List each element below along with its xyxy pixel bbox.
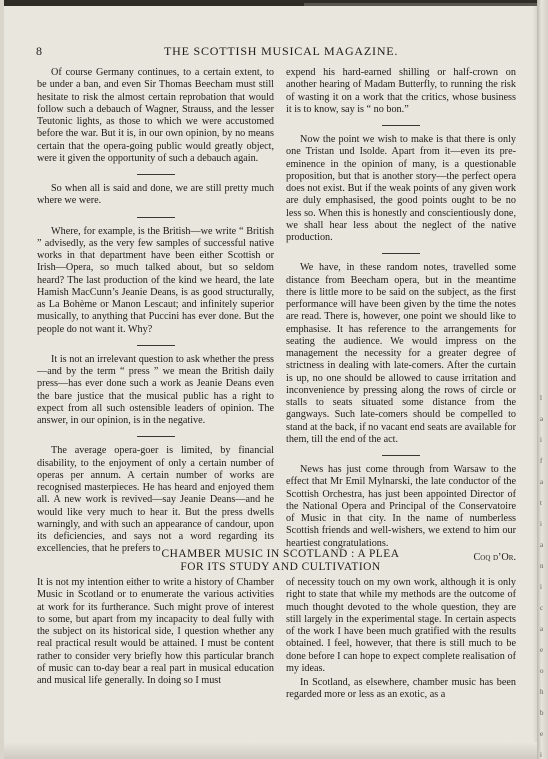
paragraph: It is not my intention either to write a history of Chamber Music in Scotland or to enumerate the various activities at work for its furtherance. Such might prove of interest to some, but apart from my incapacity to deal fully with the subject on its historical side, I question whether any real practical result would be attained. I must be content rather to consider very briefly how this particular branch of music can to-day bear a real part in musical education and musical life generally. In doing so I must	[37, 577, 274, 686]
divider	[382, 455, 420, 456]
divider	[137, 174, 175, 175]
margin-fragment: h	[540, 688, 544, 696]
paragraph: Now the point we wish to make is that there is only one Tristan und Isolde. Apart from it—even its pre-eminence in the opinion of many, is a questionable proposition, but that is another story—the perfect opera does not exist. But if the weak points of any given work are duly emphasised, the good points ought to be no less so. When this is honestly and conscientiously done, we shall hear less about the neglect of the native production.	[286, 134, 516, 243]
margin-fragment: a	[540, 415, 544, 423]
margin-fragment: a	[540, 478, 544, 486]
adjacent-page-edge	[537, 0, 548, 759]
margin-fragment: c	[540, 604, 544, 612]
paragraph: Of course Germany continues, to a certain extent, to be under a ban, and even Sir Thomas Beecham must still hesitate to risk the almost certain reprobation that would follow such a debauch of Wagner, Strauss, and the lesser Teutonic lights, as those to which we were accustomed before the war. But it is, in our own opinion, by no means certain that the opera-going public would greatly object, were it given the opportunity of such a debauch again.	[37, 67, 274, 164]
paragraph: So when all is said and done, we are still pretty much where we were.	[37, 183, 274, 207]
margin-fragment: a	[540, 625, 544, 633]
margin-fragment: i	[540, 520, 542, 528]
paragraph: News has just come through from Warsaw to the effect that Mr Emil Mylnarski, the late conductor of the Scottish Orchestra, has just been appointed Director of the National Opera and Principal of the Conservatoire of Music in that city. In the name of numberless Scottish friends and well-wishers, we extend to him our heartiest congratulations.	[286, 464, 516, 549]
signature: Coq d’Or.	[473, 551, 516, 563]
paragraph: In Scotland, as elsewhere, chamber music has been regarded more or less as an exotic, as a	[286, 677, 516, 701]
right-column	[286, 67, 516, 564]
divider	[137, 436, 175, 437]
divider	[137, 345, 175, 346]
page-bottom-shadow	[4, 742, 537, 759]
paragraph: of necessity touch on my own work, although it is only right to state that while my methods are the outcome of much thought devoted to the whole question, they are still largely in the experimental stage. In certain aspects of the work I have been much gratified with the results obtained. I feel, however, that there is still much to be done before I can hope to expect complete realisation of my ideas.	[286, 577, 516, 674]
margin-fragment: t	[540, 499, 542, 507]
divider	[137, 217, 175, 218]
magazine-page	[4, 0, 537, 759]
margin-fragment: f	[540, 457, 543, 465]
margin-fragment: e	[540, 646, 544, 654]
paragraph: expend his hard-earned shilling or half-crown on another hearing of Madam Butterfly, to running the risk of wasting it on a work that the critics, whose business it is to know, say is “ no bon.”	[286, 67, 516, 115]
article-left-column	[37, 577, 274, 696]
margin-fragment: b	[540, 709, 544, 717]
margin-fragment: i	[540, 583, 542, 591]
running-header: THE SCOTTISH MUSICAL MAGAZINE.	[164, 44, 399, 58]
margin-fragment: l	[540, 394, 542, 402]
margin-fragment: o	[540, 667, 544, 675]
article-title-line-2: FOR ITS STUDY AND CULTIVATION	[180, 561, 381, 573]
divider	[382, 125, 420, 126]
margin-fragment: e	[540, 730, 544, 738]
paragraph: It is not an irrelevant question to ask whether the press—and by the term “ press ” we mean the British daily press—has ever done such a work as Jeanie Deans even the bare justice that the musical public has a right to expect from all such ostensible leaders of opinion. The answer, in our opinion, is in the negative.	[37, 353, 274, 426]
margin-fragment: i	[540, 751, 542, 759]
top-border-accent	[304, 3, 537, 6]
article-title-line-1: CHAMBER MUSIC IN SCOTLAND : A PLEA	[161, 548, 400, 560]
margin-fragment: n	[540, 562, 544, 570]
margin-fragment: i	[540, 436, 542, 444]
paragraph: The average opera-goer is limited, by financial disability, to the enjoyment of only a certain number of operas per annum. A certain number of works are recognised masterpieces. He has heard and enjoyed them all. A new work is revived—say Jeanie Deans—and he would like very much to hear it. But the press dwells warningly, and with such an appearance of candour, upon its deficiencies, and says not a word regarding its excellencies, that he prefers to	[37, 445, 274, 555]
margin-fragment: a	[540, 541, 544, 549]
divider	[382, 253, 420, 254]
page-number: 8	[36, 44, 42, 58]
paragraph: We have, in these random notes, travelled some distance from Beecham opera, but in the meantime there is little more to be said on the subject, as the first performance will have been given by the time the notes are read. There is, however, one point we should like to emphasise. It has reference to the arrangements for seating the audience. We would impress on the management the necessity for a greater degree of strictness in dealing with late-comers. After the curtain is up, no one should be allowed to cause irritation and inconvenience by pressing along the rows of circle or stalls to seats situated some distance from the gangways. Such late-comers should be compelled to stand at the back, if no vacant end seats are available for them, till the end of the act.	[286, 262, 516, 445]
left-column	[37, 67, 274, 565]
paragraph: Where, for example, is the British—we write “ British ” advisedly, as the very few samples of successful native works in that department have been either Scottish or Irish—Opera, so much talked about, but so seldom heard? The last production of the kind we heard, the late Hamish MacCunn’s Jeanie Deans, is as good structurally, as La Bohème or Manon Lescaut; and infinitely superior musically, to anything that Puccini has ever done. But the people do not want it. Why?	[37, 225, 274, 335]
article-right-column	[286, 577, 516, 711]
